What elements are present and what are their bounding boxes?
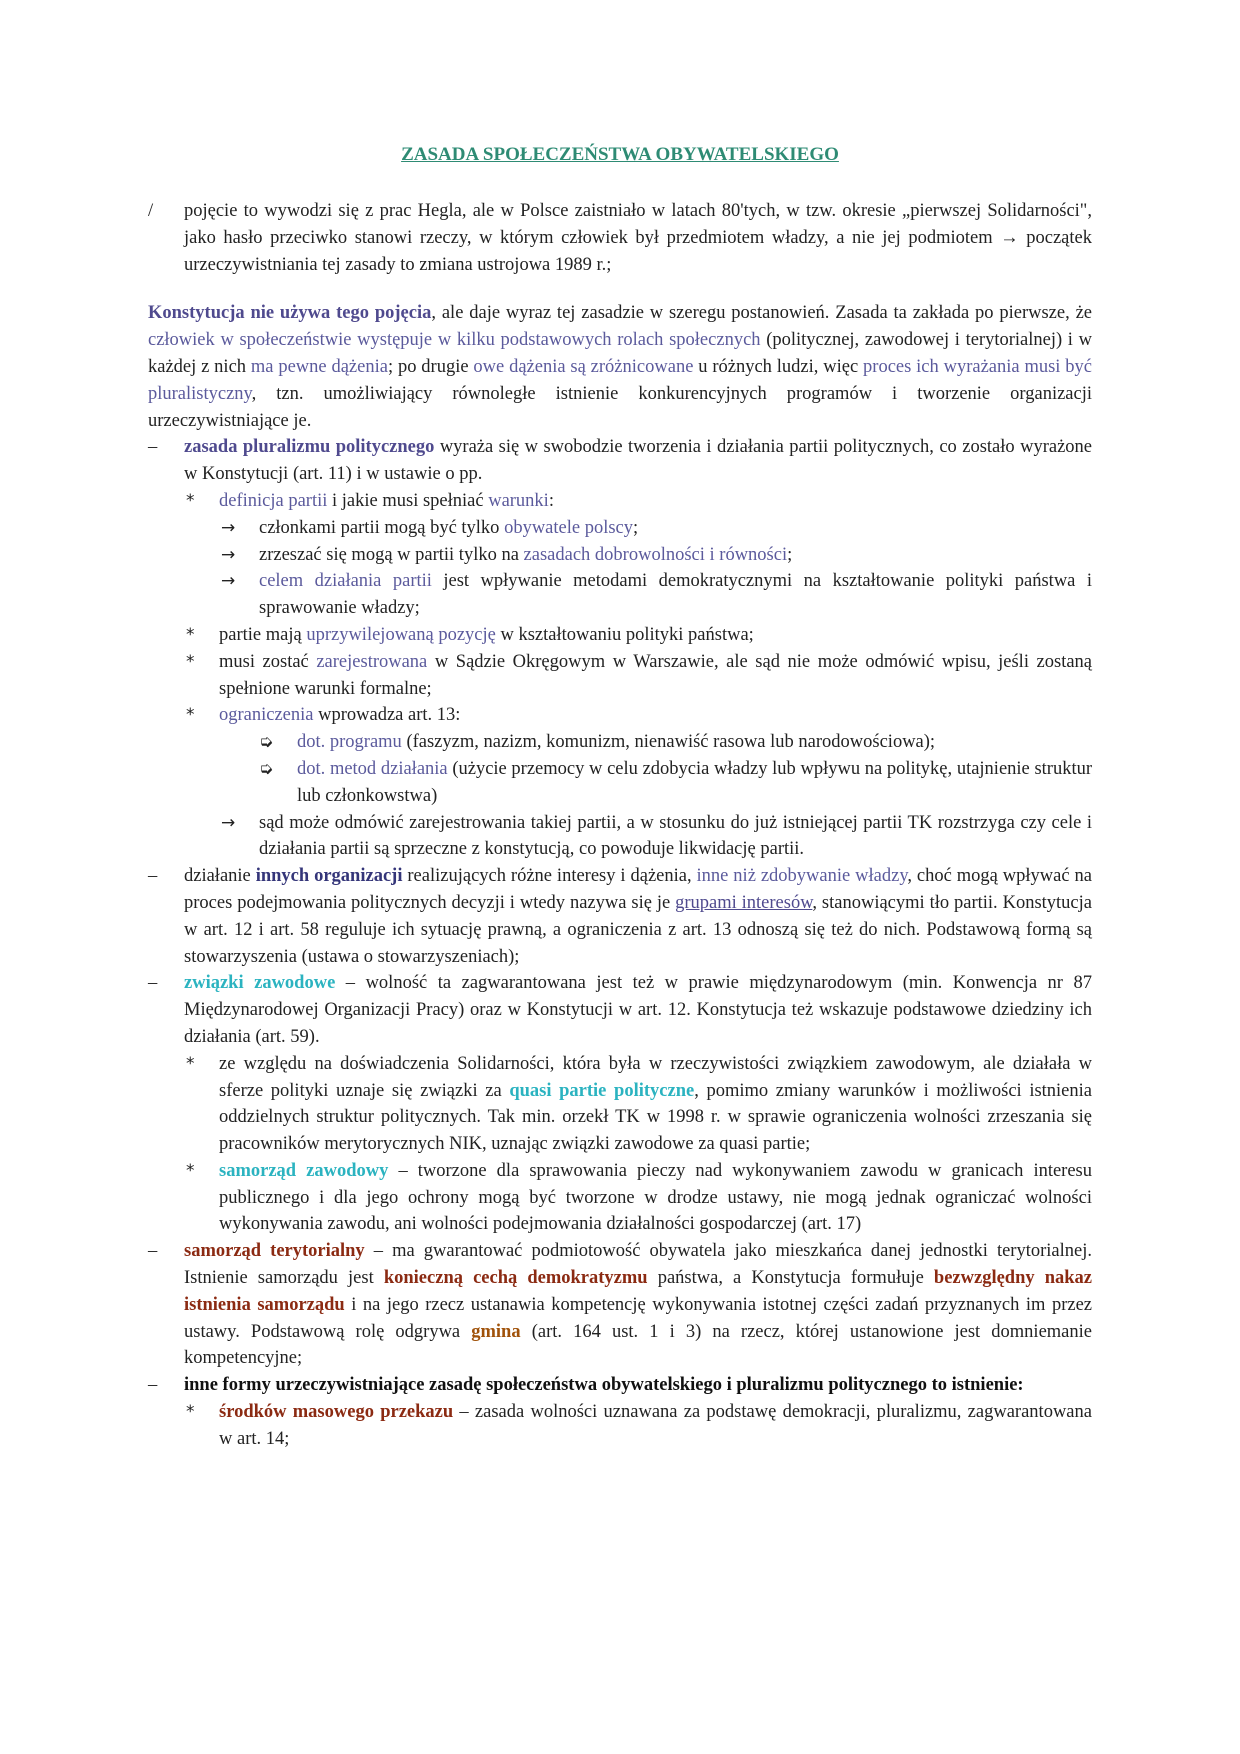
star-bullet: * xyxy=(186,1160,195,1181)
highlight-samorzad-terytorialny: samorząd terytorialny xyxy=(184,1241,365,1262)
item-text: ; xyxy=(787,544,793,565)
list-item-definicja xyxy=(0,488,1240,515)
highlight-role: człowiek w społeczeństwie występuje w kilku podstawowych rolach społecznych xyxy=(148,330,761,351)
list-item-ogr1 xyxy=(0,729,1240,756)
list-item-quasi xyxy=(0,1051,1240,1158)
item-text: wyraża się w swobodzie tworzenia i działania partii politycznych, co zostało wyrażone w Konstytucji (art. 11) i w ustawie o pp. xyxy=(184,437,1092,485)
item-text: w kształtowaniu polityki państwa; xyxy=(495,624,754,645)
highlight-metody: dot. metod działania xyxy=(297,758,448,779)
document-title: ZASADA SPOŁECZEŃSTWA OBYWATELSKIEGO xyxy=(401,144,839,165)
highlight-dazenia: ma pewne dążenia xyxy=(250,356,388,377)
highlight-zasady: zasadach dobrowolności i równości xyxy=(523,544,788,565)
highlight-definicja: definicja partii xyxy=(219,490,328,511)
arrow-bullet: → xyxy=(221,571,236,592)
highlight-konieczna: konieczną cechą demokratyzmu xyxy=(383,1268,648,1289)
item-text: (użycie przemocy w celu zdobycia władzy lub wpływu na politykę, utajnienie struktur lub członkowstwa) xyxy=(297,758,1092,806)
highlight-gmina: gmina xyxy=(471,1321,521,1342)
highlight-zwiazki: związki zawodowe xyxy=(184,973,336,994)
item-text: jest wpływanie metodami demokratycznymi na kształtowanie polityki państwa i sprawowanie władzy; xyxy=(259,571,1092,619)
item-text: – ma gwarantować podmiotowość obywatela jako mieszkańca danej jednostki terytorialnej. Istnienie samorządu jest xyxy=(184,1241,1092,1289)
item-text: realizujących różne interesy i dążenia, xyxy=(402,866,697,887)
star-bullet: * xyxy=(186,705,195,726)
item-text: państwa, a Konstytucja formułuje xyxy=(647,1268,934,1289)
list-item-pozycja xyxy=(0,622,1240,649)
list-item-pluralizm xyxy=(0,434,1240,488)
paragraph-text: (politycznej, zawodowej i terytorialnej) i w każdej z nich xyxy=(148,330,1092,377)
highlight-inne-niz: inne niż zdobywanie władzy xyxy=(696,866,908,887)
list-item-samorzad-zawodowy xyxy=(0,1158,1240,1238)
item-text: – zasada wolności uznawana za podstawę demokracji, pluralizmu, zagwarantowana w art. 14; xyxy=(219,1402,1092,1449)
arrow-bullet: → xyxy=(221,812,236,833)
highlight-pozycja: uprzywilejowaną pozycję xyxy=(306,624,496,645)
item-text: , pomimo zmiany warunków i możliwości istnienia oddzielnych struktur politycznych. Tak min. orzekł TK w 1998 r. w sprawie ograniczenia wolności zrzeszania się pracowników merytorycznych NIK, uznając związki zawodowe za quasi partie; xyxy=(219,1080,1092,1155)
hand-pointer-icon: ➭ xyxy=(259,758,274,779)
highlight-samorzad-zawodowy: samorząd zawodowy xyxy=(219,1160,389,1181)
intro-text: pojęcie to wywodzi się z prac Hegla, ale w Polsce zaistniało w latach 80'tych, w tzw. okresie „pierwszej Solidarności", jako hasło przeciwko stanowi rzeczy, w którym człowiek był przedmiotem władzy, a nie jej podmiotem → początek urzeczywistniania tej zasady to zmiana ustrojowa 1989 r.; xyxy=(184,201,1092,275)
list-item-zwiazki xyxy=(0,970,1240,1050)
list-item-samorzad-terytorialny xyxy=(0,1238,1240,1372)
intro-item xyxy=(0,198,1240,278)
dash-bullet: – xyxy=(148,973,158,994)
item-text: : xyxy=(548,490,554,511)
highlight-program: dot. programu xyxy=(297,732,402,753)
slash-bullet: / xyxy=(148,201,154,221)
highlight-inne-organizacje: innych organizacji xyxy=(255,866,403,887)
highlight-grupy-interesow: grupami interesów xyxy=(675,892,813,913)
item-text: i na jego rzecz ustanawia kompetencję wykonywania istotnej części zadań przyznanych im przez ustawy. Podstawową rolę odgrywa xyxy=(184,1294,1092,1342)
item-text: (faszyzm, nazizm, komunizm, nienawiść rasowa lub narodowościowa); xyxy=(401,732,936,753)
item-text: – tworzone dla sprawowania pieczy nad wykonywaniem zawodu w granicach interesu publicznego i dla jego ochrony mogą być tworzone w drodze ustawy, nie mogą jednak ograniczać wolności wykonywania zawodu, ani wolności podejmowania działalności gospodarczej (art. 17) xyxy=(219,1160,1093,1235)
list-item-sad xyxy=(0,810,1240,864)
list-item-inne-formy xyxy=(0,1372,1240,1399)
highlight-media: środków masowego przekazu xyxy=(219,1402,454,1423)
star-bullet: * xyxy=(186,624,195,645)
list-item-media xyxy=(0,1399,1240,1453)
star-bullet: * xyxy=(186,651,195,672)
list-item-rejestracja xyxy=(0,649,1240,703)
list-item-def3 xyxy=(0,568,1240,622)
item-text: członkami partii mogą być tylko xyxy=(259,517,505,538)
dash-bullet: – xyxy=(148,1241,158,1262)
item-text: – wolność ta zagwarantowana jest też w prawie międzynarodowym (min. Konwencja nr 87 Międzynarodowej Organizacji Pracy) oraz w Konstytucji w art. 12. Konstytucja też wskazuje podstawowe dziedziny ich działania (art. 59). xyxy=(184,973,1092,1047)
dash-bullet: – xyxy=(148,1375,158,1396)
item-text: , choć mogą wpływać na proces podejmowania politycznych decyzji i wtedy nazywa się je xyxy=(184,866,1092,913)
item-text: zrzeszać się mogą w partii tylko na xyxy=(259,544,524,565)
star-bullet: * xyxy=(186,490,195,511)
item-text: wprowadza art. 13: xyxy=(313,705,461,726)
item-text: partie mają xyxy=(219,624,307,645)
highlight-quasi: quasi partie polityczne xyxy=(509,1080,695,1101)
item-text: (art. 164 ust. 1 i 3) na rzecz, której ustanowione jest domniemanie kompetencyjne; xyxy=(184,1321,1092,1369)
item-text: ; xyxy=(633,517,639,538)
item-text: i jakie musi spełniać xyxy=(327,490,489,511)
document-body xyxy=(0,198,1240,1453)
hand-pointer-icon: ➭ xyxy=(259,732,274,753)
list-item-ograniczenia xyxy=(0,702,1240,729)
list-item-def1 xyxy=(0,515,1240,542)
item-text: w Sądzie Okręgowym w Warszawie, ale sąd nie może odmówić wpisu, jeśli zostaną spełnione warunki formalne; xyxy=(219,651,1093,699)
highlight-nakaz: bezwzględny nakaz istnienia samorządu xyxy=(184,1268,1093,1315)
item-text: inne formy urzeczywistniające zasadę społeczeństwa obywatelskiego i pluralizmu politycznego to istnienie: xyxy=(184,1375,1024,1396)
paragraph-konstytucja xyxy=(0,300,1240,434)
arrow-bullet: → xyxy=(221,544,236,565)
highlight-cel: celem działania partii xyxy=(259,571,432,592)
highlight-ograniczenia: ograniczenia xyxy=(219,705,314,726)
item-text: działanie xyxy=(184,866,256,887)
paragraph-text: ; po drugie xyxy=(387,356,474,377)
highlight-pluralistyczny: proces ich wyrażania musi być pluralistyczny xyxy=(148,356,1093,404)
paragraph-text: , ale daje wyraz tej zasadzie w szeregu postanowień. Zasada ta zakłada po pierwsze, że xyxy=(431,303,1092,324)
star-bullet: * xyxy=(186,1402,195,1423)
highlight-warunki: warunki xyxy=(488,490,549,511)
list-item-ogr2 xyxy=(0,756,1240,810)
star-bullet: * xyxy=(186,1053,195,1074)
dash-bullet: – xyxy=(148,866,158,887)
highlight-obywatele: obywatele polscy xyxy=(504,517,634,538)
item-text: ze względu na doświadczenia Solidarności, która była w rzeczywistości związkiem zawodowym, ale działała w sferze polityki uznaje się związki za xyxy=(219,1053,1092,1101)
paragraph-text: u różnych ludzi, więc xyxy=(693,356,864,377)
item-text: musi zostać xyxy=(219,651,317,672)
list-item-inne-organizacje xyxy=(0,863,1240,970)
paragraph-text: , tzn. umożliwiający równoległe istnienie konkurencyjnych programów i tworzenie organizacji urzeczywistniające je. xyxy=(148,383,1092,431)
list-item-def2 xyxy=(0,542,1240,569)
item-text: , stanowiącymi tło partii. Konstytucja w art. 12 i art. 58 reguluje ich sytuację prawną, a ograniczenia z art. 13 odnoszą się też do nich. Podstawową formą są stowarzyszenia (ustawa o stowarzyszeniach); xyxy=(184,892,1092,967)
item-text: sąd może odmówić zarejestrowania takiej partii, a w stosunku do już istniejącej partii TK rozstrzyga czy cele i działania partii są sprzeczne z konstytucją, co powoduje likwidację partii. xyxy=(259,812,1092,860)
arrow-bullet: → xyxy=(221,517,236,538)
highlight-zarejestrowana: zarejestrowana xyxy=(316,651,428,672)
highlight-konstytucja: Konstytucja nie używa tego pojęcia xyxy=(148,303,432,324)
highlight-zroznicowane: owe dążenia są zróżnicowane xyxy=(473,356,694,377)
dash-bullet: – xyxy=(148,437,158,458)
highlight-pluralizm: zasada pluralizmu politycznego xyxy=(184,437,435,458)
